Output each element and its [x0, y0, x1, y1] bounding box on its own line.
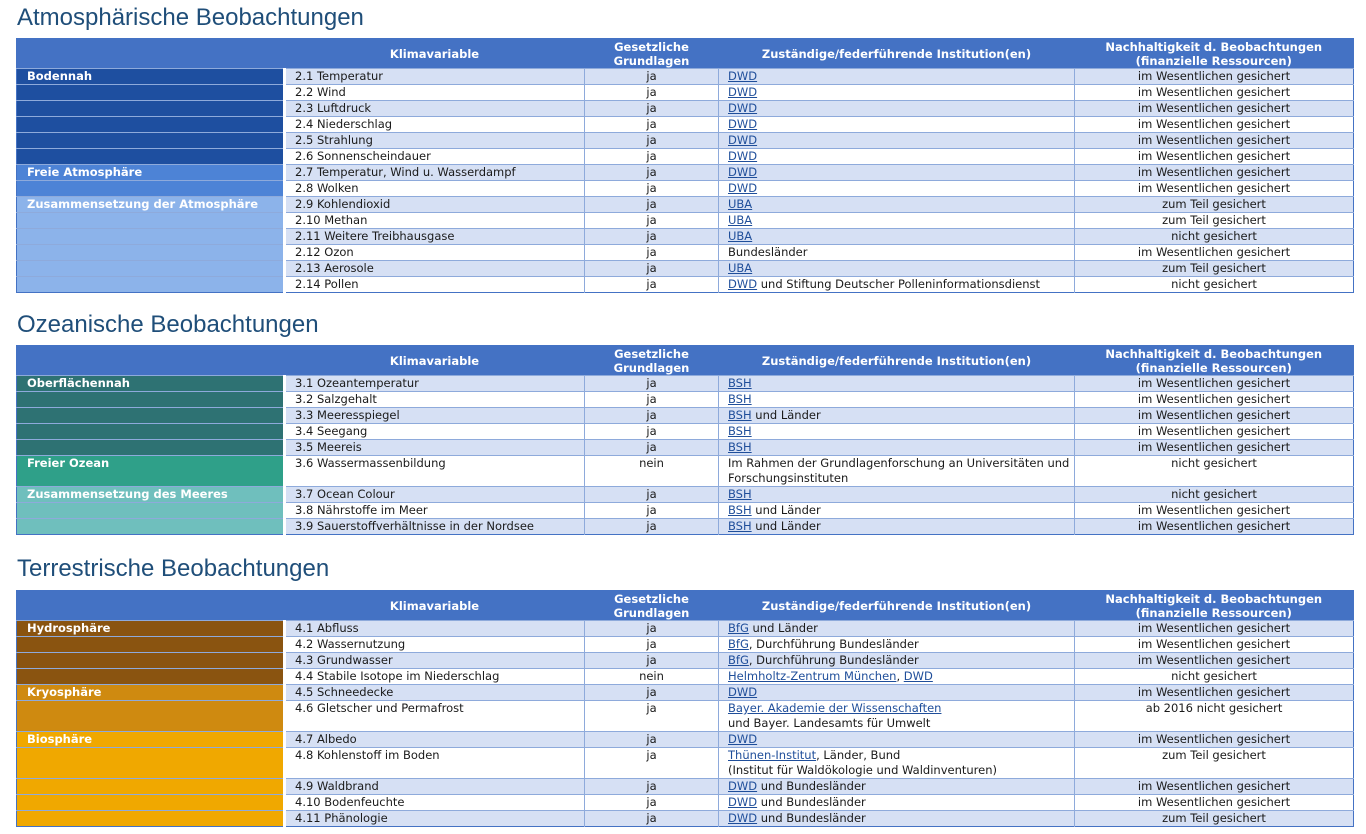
section-title-atmosphaere: Atmosphärische Beobachtungen [17, 4, 364, 31]
klimavariable-cell: 2.4 Niederschlag [285, 117, 585, 133]
header-institution: Zuständige/federführende Institution(en) [719, 346, 1075, 376]
nachhaltigkeit-cell: im Wesentlichen gesichert [1075, 779, 1354, 795]
nachhaltigkeit-cell: im Wesentlichen gesichert [1075, 245, 1354, 261]
institution-text: und Länder [751, 519, 821, 533]
group-label [17, 701, 285, 732]
table-row [17, 277, 1354, 293]
institution-link[interactable]: DWD [728, 117, 758, 131]
grundlagen-cell: ja [585, 748, 719, 779]
group-label [17, 669, 285, 685]
institution-link[interactable]: BfG [728, 621, 749, 635]
institution-cell [719, 261, 1075, 277]
institution-text: , Länder, Bund [816, 748, 901, 762]
klimavariable-cell: 2.14 Pollen [285, 277, 585, 293]
nachhaltigkeit-cell: im Wesentlichen gesichert [1075, 685, 1354, 701]
klimavariable-cell: 2.9 Kohlendioxid [285, 197, 585, 213]
grundlagen-cell: nein [585, 456, 719, 487]
table-row [17, 197, 1354, 213]
institution-cell [719, 456, 1075, 487]
institution-link[interactable]: DWD [728, 181, 758, 195]
grundlagen-cell: ja [585, 392, 719, 408]
institution-link[interactable]: UBA [728, 197, 753, 211]
group-label [17, 637, 285, 653]
klimavariable-cell: 4.6 Gletscher und Permafrost [285, 701, 585, 732]
table-row [17, 669, 1354, 685]
group-label [17, 795, 285, 811]
klimavariable-cell: 2.8 Wolken [285, 181, 585, 197]
grundlagen-cell: ja [585, 440, 719, 456]
klimavariable-cell: 2.10 Methan [285, 213, 585, 229]
table-row [17, 376, 1354, 392]
klimavariable-cell: 2.1 Temperatur [285, 69, 585, 85]
institution-cell [719, 181, 1075, 197]
nachhaltigkeit-cell: zum Teil gesichert [1075, 197, 1354, 213]
table-row [17, 229, 1354, 245]
nachhaltigkeit-cell: im Wesentlichen gesichert [1075, 181, 1354, 197]
institution-link[interactable]: UBA [728, 261, 753, 275]
institution-link[interactable]: DWD [728, 685, 758, 699]
group-label [17, 424, 285, 440]
grundlagen-cell: ja [585, 621, 719, 637]
institution-text: und Bayer. Landesamts für Umwelt [728, 716, 931, 730]
section-title-terrestrisch: Terrestrische Beobachtungen [17, 555, 330, 582]
header-grundlagen: Gesetzliche Grundlagen [585, 591, 719, 621]
table-row [17, 261, 1354, 277]
institution-cell [719, 795, 1075, 811]
grundlagen-cell: ja [585, 197, 719, 213]
klimavariable-cell: 4.2 Wassernutzung [285, 637, 585, 653]
institution-link[interactable]: DWD [728, 69, 758, 83]
institution-cell [719, 245, 1075, 261]
table-row [17, 487, 1354, 503]
institution-text: und Länder [751, 503, 821, 517]
table-row [17, 133, 1354, 149]
table-row [17, 101, 1354, 117]
klimavariable-cell: 4.4 Stabile Isotope im Niederschlag [285, 669, 585, 685]
nachhaltigkeit-cell: zum Teil gesichert [1075, 748, 1354, 779]
institution-text: und Bundesländer [757, 779, 866, 793]
group-label: Zusammensetzung des Meeres [17, 487, 285, 503]
group-label [17, 149, 285, 165]
nachhaltigkeit-cell: nicht gesichert [1075, 669, 1354, 685]
group-label [17, 229, 285, 245]
institution-cell [719, 685, 1075, 701]
table-row [17, 653, 1354, 669]
klimavariable-cell: 4.8 Kohlenstoff im Boden [285, 748, 585, 779]
institution-cell [719, 440, 1075, 456]
institution-cell [719, 408, 1075, 424]
group-label [17, 748, 285, 779]
institution-cell [719, 653, 1075, 669]
table-body [17, 621, 1354, 827]
grundlagen-cell: ja [585, 424, 719, 440]
klimavariable-cell: 3.5 Meereis [285, 440, 585, 456]
institution-text: Bundesländer [728, 245, 808, 259]
nachhaltigkeit-cell: im Wesentlichen gesichert [1075, 621, 1354, 637]
nachhaltigkeit-cell: im Wesentlichen gesichert [1075, 653, 1354, 669]
table-row [17, 69, 1354, 85]
header-klimavariable: Klimavariable [285, 346, 585, 376]
table-row [17, 503, 1354, 519]
nachhaltigkeit-cell: im Wesentlichen gesichert [1075, 795, 1354, 811]
table-row [17, 779, 1354, 795]
group-label [17, 653, 285, 669]
group-label: Bodennah [17, 69, 285, 85]
institution-link[interactable]: DWD [728, 811, 758, 825]
klimavariable-cell: 4.1 Abfluss [285, 621, 585, 637]
grundlagen-cell: ja [585, 117, 719, 133]
group-label: Oberflächennah [17, 376, 285, 392]
klimavariable-cell: 4.10 Bodenfeuchte [285, 795, 585, 811]
klimavariable-cell: 4.5 Schneedecke [285, 685, 585, 701]
header-nachhaltigkeit: Nachhaltigkeit d. Beobachtungen (finanzielle Ressourcen) [1075, 39, 1354, 69]
grundlagen-cell: ja [585, 701, 719, 732]
institution-cell [719, 811, 1075, 827]
group-label: Biosphäre [17, 732, 285, 748]
table-row [17, 408, 1354, 424]
institution-link[interactable]: DWD [728, 732, 758, 746]
nachhaltigkeit-cell: im Wesentlichen gesichert [1075, 424, 1354, 440]
group-label [17, 181, 285, 197]
grundlagen-cell: ja [585, 487, 719, 503]
table-row [17, 165, 1354, 181]
institution-link[interactable]: BSH [728, 376, 752, 390]
institution-text: und Länder [751, 408, 821, 422]
klimavariable-cell: 2.12 Ozon [285, 245, 585, 261]
klimavariable-cell: 2.11 Weitere Treibhausgase [285, 229, 585, 245]
institution-cell [719, 165, 1075, 181]
grundlagen-cell: ja [585, 277, 719, 293]
table-row [17, 117, 1354, 133]
institution-link[interactable]: BSH [728, 440, 752, 454]
institution-text: , [896, 669, 904, 683]
institution-text: und Bundesländer [757, 795, 866, 809]
table-row [17, 181, 1354, 197]
institution-link[interactable]: BSH [728, 424, 752, 438]
grundlagen-cell: ja [585, 213, 719, 229]
institution-link[interactable]: BSH [728, 519, 752, 533]
klimavariable-cell: 3.1 Ozeantemperatur [285, 376, 585, 392]
table-row [17, 701, 1354, 732]
klimavariable-cell: 2.7 Temperatur, Wind u. Wasserdampf [285, 165, 585, 181]
institution-text: , Durchführung Bundesländer [748, 653, 919, 667]
klimavariable-cell: 3.7 Ocean Colour [285, 487, 585, 503]
group-label [17, 213, 285, 229]
grundlagen-cell: ja [585, 229, 719, 245]
grundlagen-cell: ja [585, 133, 719, 149]
institution-cell [719, 748, 1075, 779]
table-row [17, 392, 1354, 408]
institution-text: und Stiftung Deutscher Polleninformationsdienst [757, 277, 1041, 291]
grundlagen-cell: ja [585, 503, 719, 519]
institution-link[interactable]: BSH [728, 408, 752, 422]
group-label [17, 261, 285, 277]
nachhaltigkeit-cell: im Wesentlichen gesichert [1075, 408, 1354, 424]
klimavariable-cell: 2.5 Strahlung [285, 133, 585, 149]
nachhaltigkeit-cell: im Wesentlichen gesichert [1075, 117, 1354, 133]
group-label: Freie Atmosphäre [17, 165, 285, 181]
nachhaltigkeit-cell: nicht gesichert [1075, 277, 1354, 293]
klimavariable-cell: 4.9 Waldbrand [285, 779, 585, 795]
nachhaltigkeit-cell: im Wesentlichen gesichert [1075, 637, 1354, 653]
institution-cell [719, 701, 1075, 732]
group-label [17, 519, 285, 535]
group-label [17, 811, 285, 827]
header-blank [17, 346, 285, 376]
klimavariable-cell: 3.9 Sauerstoffverhältnisse in der Nordsee [285, 519, 585, 535]
table-terrestrisch [16, 590, 1354, 827]
klimavariable-cell: 4.7 Albedo [285, 732, 585, 748]
institution-link[interactable]: Thünen-Institut [728, 748, 817, 762]
institution-cell [719, 424, 1075, 440]
institution-link[interactable]: UBA [728, 213, 753, 227]
nachhaltigkeit-cell: im Wesentlichen gesichert [1075, 69, 1354, 85]
institution-cell [719, 101, 1075, 117]
table-row [17, 795, 1354, 811]
table-row [17, 213, 1354, 229]
grundlagen-cell: ja [585, 653, 719, 669]
institution-link[interactable]: Helmholtz-Zentrum München [728, 669, 897, 683]
institution-link[interactable]: DWD [728, 795, 758, 809]
institution-text: , Durchführung Bundesländer [748, 637, 919, 651]
grundlagen-cell: ja [585, 732, 719, 748]
group-label [17, 133, 285, 149]
institution-link[interactable]: BfG [728, 637, 749, 651]
nachhaltigkeit-cell: im Wesentlichen gesichert [1075, 165, 1354, 181]
grundlagen-cell: ja [585, 245, 719, 261]
group-label [17, 277, 285, 293]
klimavariable-cell: 3.4 Seegang [285, 424, 585, 440]
grundlagen-cell: ja [585, 165, 719, 181]
nachhaltigkeit-cell: im Wesentlichen gesichert [1075, 101, 1354, 117]
nachhaltigkeit-cell: im Wesentlichen gesichert [1075, 85, 1354, 101]
nachhaltigkeit-cell: nicht gesichert [1075, 456, 1354, 487]
group-label [17, 117, 285, 133]
table-row [17, 637, 1354, 653]
grundlagen-cell: ja [585, 85, 719, 101]
institution-link[interactable]: DWD [728, 149, 758, 163]
institution-cell [719, 277, 1075, 293]
klimavariable-cell: 2.13 Aerosole [285, 261, 585, 277]
table-row [17, 732, 1354, 748]
grundlagen-cell: ja [585, 779, 719, 795]
nachhaltigkeit-cell: ab 2016 nicht gesichert [1075, 701, 1354, 732]
institution-cell [719, 376, 1075, 392]
header-klimavariable: Klimavariable [285, 39, 585, 69]
table-atmosphaere [16, 38, 1354, 293]
table-row [17, 85, 1354, 101]
table-row [17, 456, 1354, 487]
klimavariable-cell: 2.6 Sonnenscheindauer [285, 149, 585, 165]
institution-cell [719, 487, 1075, 503]
table-row [17, 811, 1354, 827]
nachhaltigkeit-cell: zum Teil gesichert [1075, 213, 1354, 229]
institution-link[interactable]: DWD [728, 779, 758, 793]
klimavariable-cell: 2.3 Luftdruck [285, 101, 585, 117]
group-label [17, 779, 285, 795]
nachhaltigkeit-cell: im Wesentlichen gesichert [1075, 503, 1354, 519]
institution-cell [719, 69, 1075, 85]
header-grundlagen: Gesetzliche Grundlagen [585, 346, 719, 376]
table-row [17, 440, 1354, 456]
header-institution: Zuständige/federführende Institution(en) [719, 591, 1075, 621]
group-label [17, 503, 285, 519]
institution-cell [719, 779, 1075, 795]
nachhaltigkeit-cell: zum Teil gesichert [1075, 811, 1354, 827]
table-row [17, 685, 1354, 701]
group-label [17, 85, 285, 101]
group-label [17, 440, 285, 456]
header-nachhaltigkeit: Nachhaltigkeit d. Beobachtungen (finanzielle Ressourcen) [1075, 591, 1354, 621]
grundlagen-cell: nein [585, 669, 719, 685]
institution-link[interactable]: UBA [728, 229, 753, 243]
table-body [17, 69, 1354, 293]
institution-cell [719, 133, 1075, 149]
klimavariable-cell: 4.3 Grundwasser [285, 653, 585, 669]
institution-cell [719, 503, 1075, 519]
nachhaltigkeit-cell: im Wesentlichen gesichert [1075, 133, 1354, 149]
header-klimavariable: Klimavariable [285, 591, 585, 621]
nachhaltigkeit-cell: im Wesentlichen gesichert [1075, 519, 1354, 535]
table-row [17, 424, 1354, 440]
nachhaltigkeit-cell: im Wesentlichen gesichert [1075, 149, 1354, 165]
table-row [17, 519, 1354, 535]
table-body [17, 376, 1354, 535]
institution-cell [719, 732, 1075, 748]
group-label [17, 392, 285, 408]
table-row [17, 748, 1354, 779]
grundlagen-cell: ja [585, 181, 719, 197]
grundlagen-cell: ja [585, 149, 719, 165]
klimavariable-cell: 3.6 Wassermassenbildung [285, 456, 585, 487]
institution-cell [719, 117, 1075, 133]
institution-cell [719, 197, 1075, 213]
institution-cell [719, 392, 1075, 408]
institution-cell [719, 85, 1075, 101]
institution-text: Im Rahmen der Grundlagenforschung an Universitäten und Forschungsinstituten [728, 456, 1070, 485]
group-label [17, 245, 285, 261]
grundlagen-cell: ja [585, 795, 719, 811]
header-nachhaltigkeit: Nachhaltigkeit d. Beobachtungen (finanzielle Ressourcen) [1075, 346, 1354, 376]
table-row [17, 149, 1354, 165]
institution-link[interactable]: BSH [728, 392, 752, 406]
klimavariable-cell: 3.2 Salzgehalt [285, 392, 585, 408]
grundlagen-cell: ja [585, 811, 719, 827]
institution-cell [719, 213, 1075, 229]
institution-link[interactable]: DWD [728, 133, 758, 147]
nachhaltigkeit-cell: nicht gesichert [1075, 229, 1354, 245]
institution-text: und Länder [748, 621, 818, 635]
institution-link[interactable]: DWD [728, 165, 758, 179]
institution-text: und Bundesländer [757, 811, 866, 825]
institution-link[interactable]: Bayer. Akademie der Wissenschaften [728, 701, 942, 715]
institution-link[interactable]: BSH [728, 487, 752, 501]
grundlagen-cell: ja [585, 408, 719, 424]
header-blank [17, 591, 285, 621]
grundlagen-cell: ja [585, 519, 719, 535]
institution-link[interactable]: DWD [728, 101, 758, 115]
table-row [17, 245, 1354, 261]
group-label: Hydrosphäre [17, 621, 285, 637]
institution-cell [719, 149, 1075, 165]
klimavariable-cell: 3.3 Meeresspiegel [285, 408, 585, 424]
nachhaltigkeit-cell: im Wesentlichen gesichert [1075, 376, 1354, 392]
grundlagen-cell: ja [585, 69, 719, 85]
institution-cell [719, 519, 1075, 535]
table-row [17, 621, 1354, 637]
grundlagen-cell: ja [585, 637, 719, 653]
group-label: Kryosphäre [17, 685, 285, 701]
group-label: Freier Ozean [17, 456, 285, 487]
institution-cell [719, 637, 1075, 653]
grundlagen-cell: ja [585, 376, 719, 392]
nachhaltigkeit-cell: im Wesentlichen gesichert [1075, 392, 1354, 408]
nachhaltigkeit-cell: im Wesentlichen gesichert [1075, 440, 1354, 456]
table-ozean [16, 345, 1354, 535]
group-label [17, 408, 285, 424]
grundlagen-cell: ja [585, 261, 719, 277]
klimavariable-cell: 4.11 Phänologie [285, 811, 585, 827]
nachhaltigkeit-cell: nicht gesichert [1075, 487, 1354, 503]
header-institution: Zuständige/federführende Institution(en) [719, 39, 1075, 69]
header-blank [17, 39, 285, 69]
institution-link[interactable]: DWD [903, 669, 933, 683]
klimavariable-cell: 2.2 Wind [285, 85, 585, 101]
institution-link[interactable]: DWD [728, 277, 758, 291]
grundlagen-cell: ja [585, 685, 719, 701]
section-title-ozean: Ozeanische Beobachtungen [17, 311, 319, 338]
institution-link[interactable]: DWD [728, 85, 758, 99]
institution-cell [719, 621, 1075, 637]
header-grundlagen: Gesetzliche Grundlagen [585, 39, 719, 69]
klimavariable-cell: 3.8 Nährstoffe im Meer [285, 503, 585, 519]
nachhaltigkeit-cell: im Wesentlichen gesichert [1075, 732, 1354, 748]
nachhaltigkeit-cell: zum Teil gesichert [1075, 261, 1354, 277]
institution-text: (Institut für Waldökologie und Waldinventuren) [728, 763, 997, 777]
group-label [17, 101, 285, 117]
institution-link[interactable]: BSH [728, 503, 752, 517]
institution-link[interactable]: BfG [728, 653, 749, 667]
group-label: Zusammensetzung der Atmosphäre [17, 197, 285, 213]
institution-cell [719, 669, 1075, 685]
grundlagen-cell: ja [585, 101, 719, 117]
institution-cell [719, 229, 1075, 245]
